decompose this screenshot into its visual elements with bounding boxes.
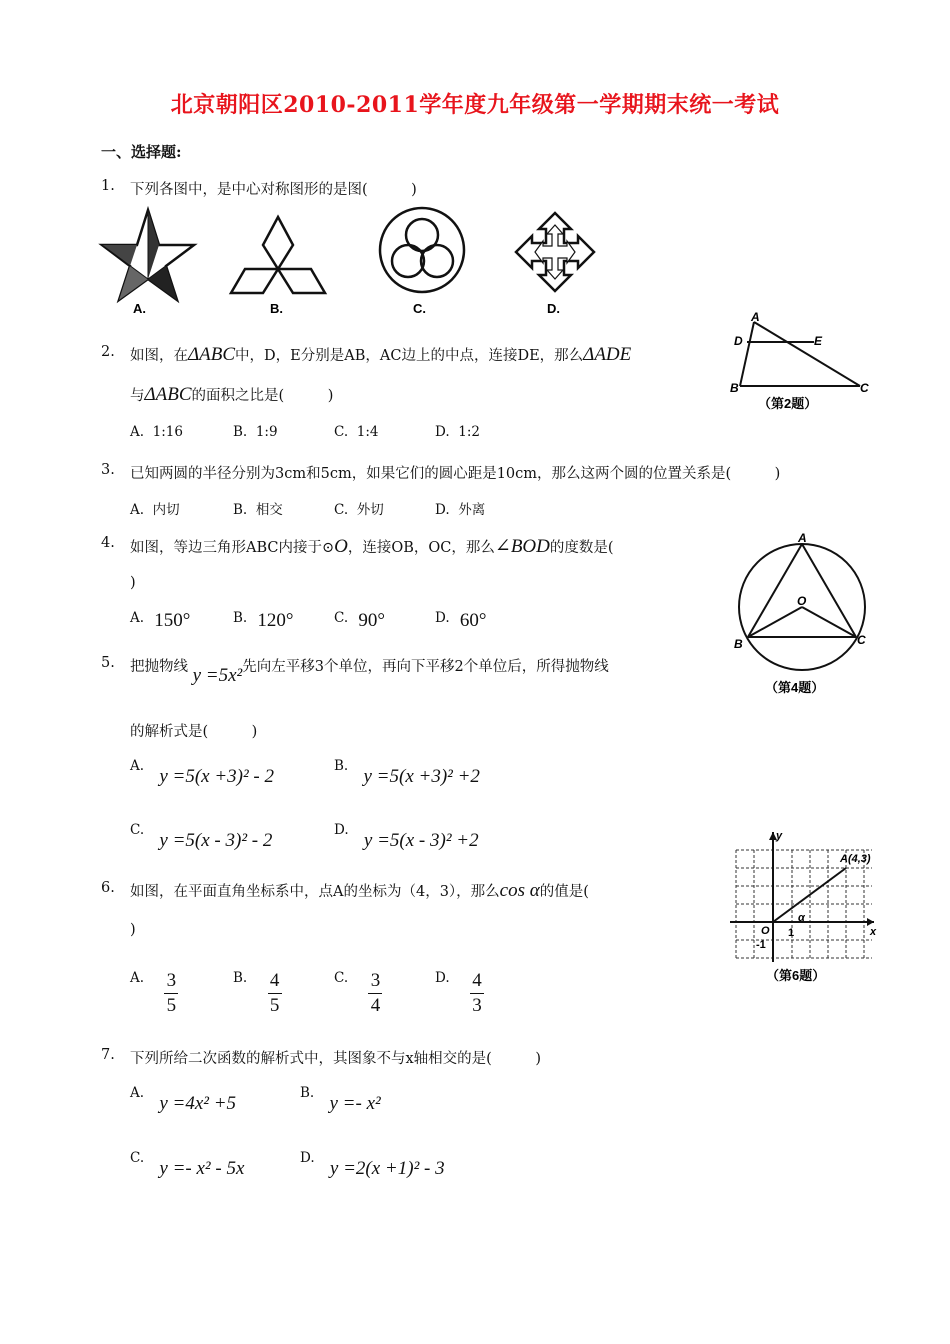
svg-text:D: D xyxy=(734,334,743,348)
svg-text:B: B xyxy=(734,637,743,651)
star-figure xyxy=(102,210,194,300)
circles-figure xyxy=(380,208,464,292)
svg-text:O: O xyxy=(761,925,770,937)
q6-option-d: $^{D.}$ $\frac{4}{3}$ xyxy=(435,970,484,1017)
q7-option-c: $^{C.}$ y =- x² - 5x xyxy=(130,1150,245,1179)
q2-line2: 与ΔABC的面积之比是( ) xyxy=(130,384,334,405)
diamonds-figure xyxy=(231,217,325,293)
triangle-abc: ΔABC xyxy=(188,344,236,365)
q2-figure xyxy=(726,310,876,416)
svg-text:O: O xyxy=(797,594,807,608)
q4-option-b: $^{B.}$ 120° xyxy=(233,610,294,631)
q3-option-b: B. 相交 xyxy=(233,502,283,518)
q1-label-d: D. xyxy=(547,301,560,316)
q4-number: 4. xyxy=(101,535,115,551)
q6-text: 如图，在平面直角坐标系中，点A的坐标为（4，3），那么cos α的值是( xyxy=(130,880,589,901)
q5-option-d: $^{D.}$ y =5(x - 3)² +2 xyxy=(334,822,479,851)
q6-close-paren: ) xyxy=(130,922,136,938)
q2-caption: （第2题） xyxy=(758,396,818,411)
svg-text:-1: -1 xyxy=(756,939,766,951)
svg-text:A: A xyxy=(751,310,760,324)
cos-alpha: cos α xyxy=(499,880,540,901)
q3-option-a: A. 内切 xyxy=(130,502,180,518)
q4-option-a: $^{A.}$ 150° xyxy=(130,610,191,631)
svg-text:C: C xyxy=(860,381,869,395)
q2-option-a: A. 1:16 xyxy=(130,424,183,440)
parabola-expr: y =5x² xyxy=(192,665,243,686)
q2-number: 2. xyxy=(101,344,115,360)
q7-number: 7. xyxy=(101,1047,115,1063)
q4-option-d: $^{D.}$ 60° xyxy=(435,610,487,631)
section-heading: 一、选择题: xyxy=(101,143,182,161)
q6-option-a: $^{A.}$ $\frac{3}{5}$ xyxy=(130,970,178,1017)
triangle-ade: ΔADE xyxy=(583,344,632,365)
svg-text:B: B xyxy=(730,381,739,395)
q5-option-a: $^{A.}$ y =5(x +3)² - 2 xyxy=(130,758,274,787)
q5-option-b: $^{B.}$ y =5(x +3)² +2 xyxy=(334,758,480,787)
q4-caption: （第4题） xyxy=(765,680,825,695)
q2-option-c: C. 1:4 xyxy=(334,424,379,440)
q7-text: 下列所给二次函数的解析式中，其图象不与x轴相交的是( ) xyxy=(130,1051,541,1067)
q7-option-d: $^{D.}$ y =2(x +1)² - 3 xyxy=(300,1150,445,1179)
q1-number: 1. xyxy=(101,178,115,194)
q1-label-a: A. xyxy=(133,301,146,316)
q3-option-c: C. 外切 xyxy=(334,502,384,518)
q3-text: 已知两圆的半径分别为3cm和5cm，如果它们的圆心距是10cm，那么这两个圆的位置关系是( ) xyxy=(130,466,781,482)
svg-text:α: α xyxy=(798,912,805,924)
q2-line1: 如图，在ΔABC中，D，E分别是AB，AC边上的中点，连接DE，那么ΔADE xyxy=(130,344,632,365)
q2-option-b: B. 1:9 xyxy=(233,424,278,440)
svg-text:y: y xyxy=(776,830,783,842)
q5-option-c: $^{C.}$ y =5(x - 3)² - 2 xyxy=(130,822,273,851)
q1-figures xyxy=(95,205,615,323)
q1-text: 下列各图中，是中心对称图形的是图( ) xyxy=(130,182,417,198)
q2-option-d: D. 1:2 xyxy=(435,424,480,440)
q7-option-b: $^{B.}$ y =- x² xyxy=(300,1085,381,1114)
svg-text:x: x xyxy=(870,926,877,938)
q5-number: 5. xyxy=(101,655,115,671)
svg-text:A: A xyxy=(798,532,807,545)
q6-number: 6. xyxy=(101,880,115,896)
q4-option-c: $^{C.}$ 90° xyxy=(334,610,385,631)
q6-caption: （第6题） xyxy=(766,968,826,983)
q7-option-a: $^{A.}$ y =4x² +5 xyxy=(130,1085,237,1114)
q4-text: 如图，等边三角形ABC内接于⊙O，连接OB，OC，那么∠BOD的度数是( xyxy=(130,536,614,557)
q1-label-b: B. xyxy=(270,301,283,316)
q5-line1: 把抛物线 y =5x²先向左平移3个单位，再向下平移2个单位后，所得抛物线 xyxy=(130,659,609,686)
svg-text:1: 1 xyxy=(788,927,795,939)
q6-option-c: $^{C.}$ $\frac{3}{4}$ xyxy=(334,970,382,1017)
angle-bod: ∠BOD xyxy=(494,536,550,557)
svg-text:C: C xyxy=(857,633,866,647)
q4-close-paren: ) xyxy=(130,575,136,591)
q6-figure xyxy=(728,830,880,990)
q6-option-b: $^{B.}$ $\frac{4}{5}$ xyxy=(233,970,282,1017)
q3-option-d: D. 外离 xyxy=(435,502,486,518)
q1-label-c: C. xyxy=(413,301,426,316)
page-title: 北京朝阳区2010-2011学年度九年级第一学期期末统一考试 xyxy=(170,92,780,118)
q5-line2: 的解析式是( ) xyxy=(130,724,258,740)
svg-text:E: E xyxy=(814,334,823,348)
q3-number: 3. xyxy=(101,462,115,478)
arrows-figure xyxy=(516,213,594,291)
q4-figure xyxy=(730,532,875,698)
svg-text:A(4,3): A(4,3) xyxy=(840,853,871,865)
